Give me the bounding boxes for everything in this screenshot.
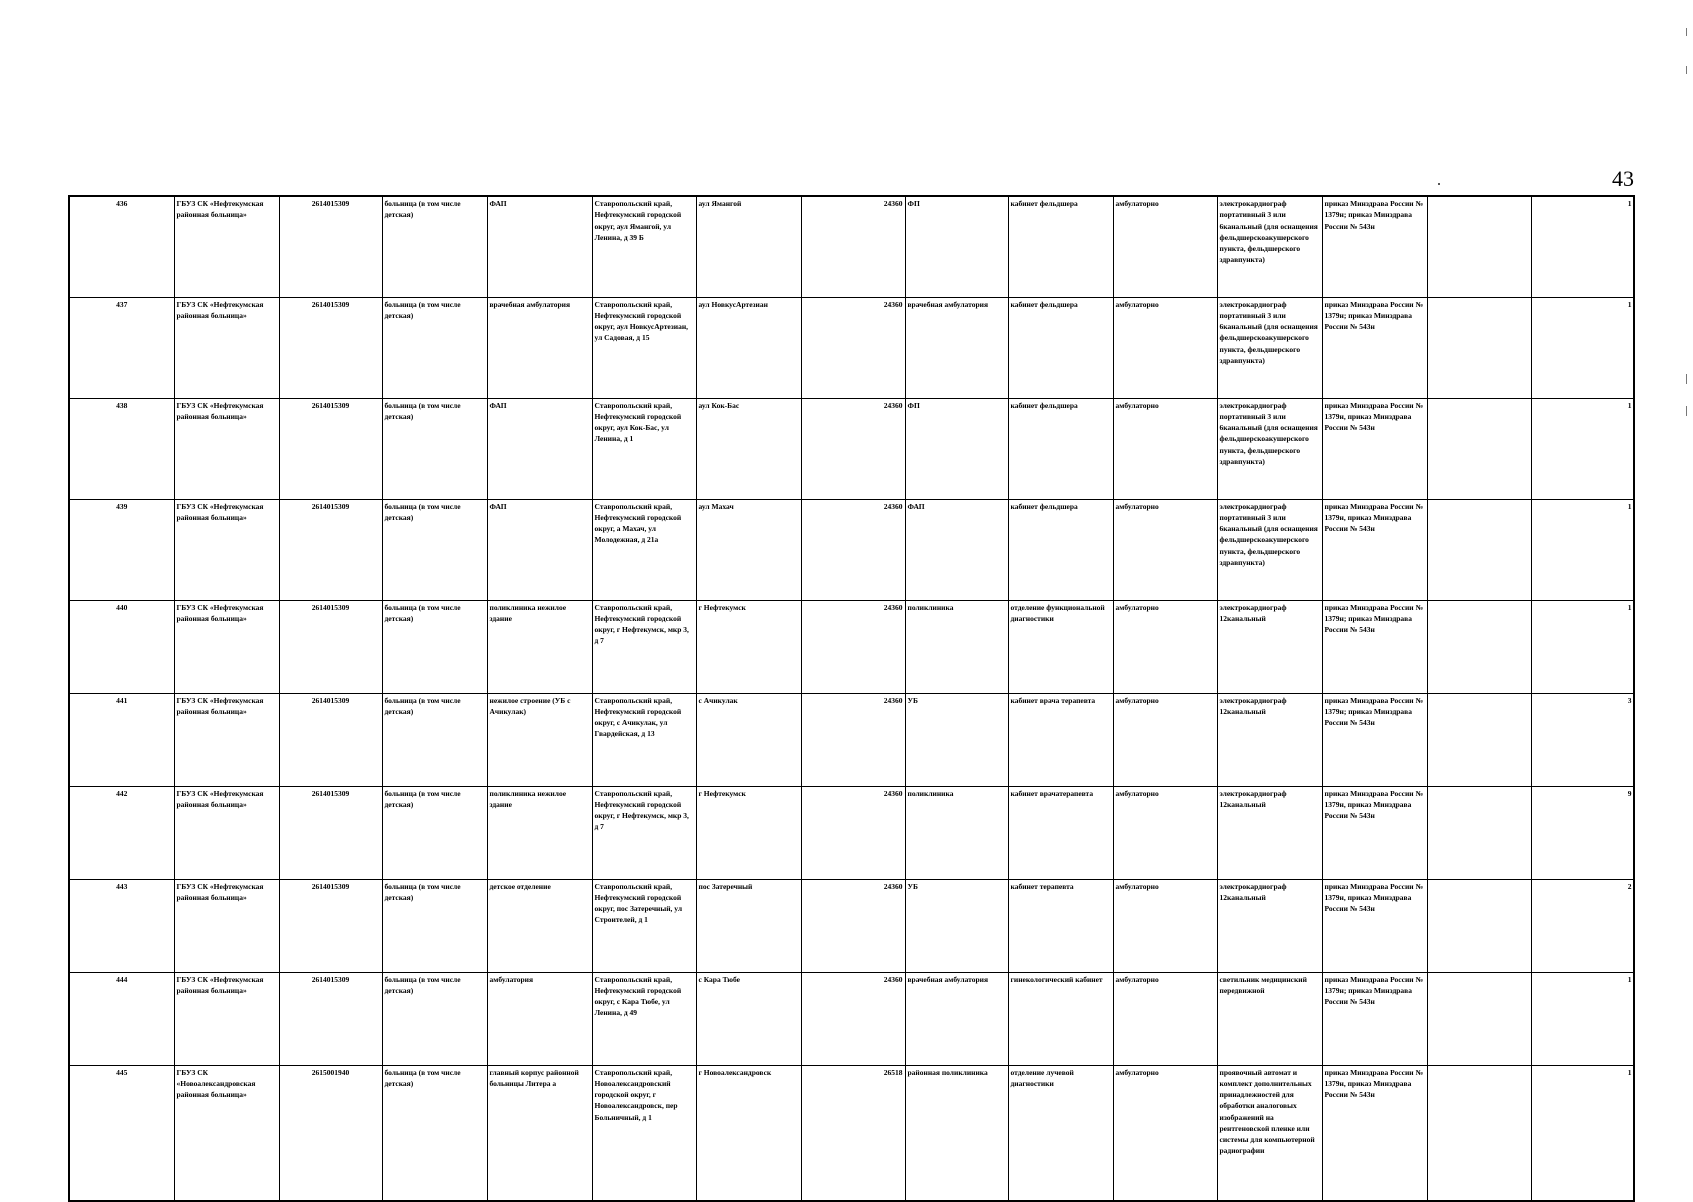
facility-type-cell: больница (в том числе детская) <box>382 972 487 1065</box>
row-number-cell: 443 <box>69 879 174 972</box>
locality-cell: с Кара Тюбе <box>696 972 801 1065</box>
scan-edge-mark <box>1686 28 1687 36</box>
locality-cell: аул Махач <box>696 499 801 600</box>
inn-code-cell: 2614015309 <box>279 879 382 972</box>
address-cell: Ставропольский край, Новоалександровский городской округ, г Новоалександровск, пер Больничный, д 1 <box>592 1065 696 1201</box>
equipment-name-cell: электрокардиограф портативный 3 или 6канальный (для оснащения фельдшерскоакушерского пункта, фельдшерского здравпункта) <box>1217 297 1322 398</box>
structural-unit-cell: главный корпус районной больницы Литера а <box>487 1065 592 1201</box>
division-cell: врачебная амбулатория <box>905 972 1008 1065</box>
quantity-cell: 1 <box>1531 297 1634 398</box>
region-code-cell: 24360 <box>801 398 905 499</box>
facility-type-cell: больница (в том числе детская) <box>382 879 487 972</box>
scan-edge-mark <box>1686 406 1687 416</box>
care-mode-cell: амбулаторно <box>1113 398 1217 499</box>
care-mode-cell: амбулаторно <box>1113 297 1217 398</box>
table-row <box>69 600 1634 693</box>
equipment-name-cell: проявочный автомат и комплект дополнительных принадлежностей для обработки аналоговых изображений на рентгеновской пленке или системы для компьютерной радиографии <box>1217 1065 1322 1201</box>
locality-cell: аул Кок-Бас <box>696 398 801 499</box>
address-cell: Ставропольский край, Нефтекумский городской округ, а Махач, ул Молодежная, д 21а <box>592 499 696 600</box>
organization-name-cell: ГБУЗ СК «Нефтекумская районная больница» <box>174 693 279 786</box>
organization-name-cell: ГБУЗ СК «Нефтекумская районная больница» <box>174 972 279 1065</box>
inn-code-cell: 2614015309 <box>279 297 382 398</box>
room-name-cell: гинекологический кабинет <box>1008 972 1113 1065</box>
regulation-order-cell: приказ Минздрава России № 1379н, приказ Минздрава России № 543н <box>1322 1065 1427 1201</box>
organization-name-cell: ГБУЗ СК «Нефтекумская районная больница» <box>174 786 279 879</box>
scan-mark <box>1438 183 1440 185</box>
row-number-cell: 441 <box>69 693 174 786</box>
empty-cell-cell <box>1427 786 1531 879</box>
address-cell: Ставропольский край, Нефтекумский городской округ, с Кара Тюбе, ул Ленина, д 49 <box>592 972 696 1065</box>
table-row <box>69 879 1634 972</box>
region-code-cell: 26518 <box>801 1065 905 1201</box>
row-number-cell: 445 <box>69 1065 174 1201</box>
regulation-order-cell: приказ Минздрава России № 1379н, приказ Минздрава России № 543н <box>1322 499 1427 600</box>
division-cell: ФП <box>905 398 1008 499</box>
organization-name-cell: ГБУЗ СК «Нефтекумская районная больница» <box>174 297 279 398</box>
scan-edge-mark <box>1686 374 1687 384</box>
division-cell: ФП <box>905 196 1008 297</box>
page-number: 43 <box>1612 166 1634 191</box>
empty-cell-cell <box>1427 196 1531 297</box>
structural-unit-cell: поликлиника нежилое здание <box>487 600 592 693</box>
division-cell: ФАП <box>905 499 1008 600</box>
equipment-name-cell: светильник медицинский передвижной <box>1217 972 1322 1065</box>
address-cell: Ставропольский край, Нефтекумский городской округ, г Нефтекумск, мкр 3, д 7 <box>592 600 696 693</box>
structural-unit-cell: поликлиника нежилое здание <box>487 786 592 879</box>
facility-type-cell: больница (в том числе детская) <box>382 693 487 786</box>
regulation-order-cell: приказ Минздрава России № 1379н; приказ Минздрава России № 543н <box>1322 693 1427 786</box>
structural-unit-cell: ФАП <box>487 499 592 600</box>
division-cell: поликлиника <box>905 600 1008 693</box>
room-name-cell: отделение лучевой диагностики <box>1008 1065 1113 1201</box>
room-name-cell: кабинет фельдшера <box>1008 196 1113 297</box>
quantity-cell: 1 <box>1531 398 1634 499</box>
quantity-cell: 2 <box>1531 879 1634 972</box>
locality-cell: г Новоалександровск <box>696 1065 801 1201</box>
locality-cell: г Нефтекумск <box>696 600 801 693</box>
row-number-cell: 437 <box>69 297 174 398</box>
equipment-name-cell: электрокардиограф 12канальный <box>1217 786 1322 879</box>
table-row <box>69 297 1634 398</box>
scan-edge-mark <box>1686 66 1687 74</box>
row-number-cell: 442 <box>69 786 174 879</box>
equipment-name-cell: электрокардиограф портативный 3 или 6канальный (для оснащения фельдшерскоакушерского пункта, фельдшерского здравпункта) <box>1217 398 1322 499</box>
table-row <box>69 196 1634 297</box>
quantity-cell: 9 <box>1531 786 1634 879</box>
quantity-cell: 1 <box>1531 1065 1634 1201</box>
care-mode-cell: амбулаторно <box>1113 786 1217 879</box>
locality-cell: г Нефтекумск <box>696 786 801 879</box>
table-row <box>69 1065 1634 1201</box>
division-cell: районная поликлиника <box>905 1065 1008 1201</box>
equipment-name-cell: электрокардиограф 12канальный <box>1217 693 1322 786</box>
table-row <box>69 693 1634 786</box>
region-code-cell: 24360 <box>801 600 905 693</box>
care-mode-cell: амбулаторно <box>1113 693 1217 786</box>
care-mode-cell: амбулаторно <box>1113 499 1217 600</box>
facility-type-cell: больница (в том числе детская) <box>382 297 487 398</box>
equipment-register-table <box>68 195 1635 1202</box>
division-cell: УБ <box>905 693 1008 786</box>
inn-code-cell: 2614015309 <box>279 600 382 693</box>
inn-code-cell: 2614015309 <box>279 499 382 600</box>
inn-code-cell: 2614015309 <box>279 398 382 499</box>
quantity-cell: 1 <box>1531 196 1634 297</box>
address-cell: Ставропольский край, Нефтекумский городской округ, аул НовкусАртезиан, ул Садовая, д 15 <box>592 297 696 398</box>
row-number-cell: 436 <box>69 196 174 297</box>
organization-name-cell: ГБУЗ СК «Нефтекумская районная больница» <box>174 398 279 499</box>
equipment-name-cell: электрокардиограф портативный 3 или 6канальный (для оснащения фельдшерскоакушерского пункта, фельдшерского здравпункта) <box>1217 499 1322 600</box>
structural-unit-cell: ФАП <box>487 196 592 297</box>
locality-cell: аул НовкусАртезиан <box>696 297 801 398</box>
regulation-order-cell: приказ Минздрава России № 1379н, приказ Минздрава России № 543н <box>1322 786 1427 879</box>
organization-name-cell: ГБУЗ СК «Нефтекумская районная больница» <box>174 600 279 693</box>
room-name-cell: кабинет терапевта <box>1008 879 1113 972</box>
regulation-order-cell: приказ Минздрава России № 1379н; приказ Минздрава России № 543н <box>1322 600 1427 693</box>
locality-cell: с Ачикулак <box>696 693 801 786</box>
room-name-cell: кабинет врача терапевта <box>1008 693 1113 786</box>
empty-cell-cell <box>1427 879 1531 972</box>
care-mode-cell: амбулаторно <box>1113 196 1217 297</box>
division-cell: УБ <box>905 879 1008 972</box>
facility-type-cell: больница (в том числе детская) <box>382 196 487 297</box>
quantity-cell: 1 <box>1531 499 1634 600</box>
facility-type-cell: больница (в том числе детская) <box>382 600 487 693</box>
structural-unit-cell: ФАП <box>487 398 592 499</box>
region-code-cell: 24360 <box>801 499 905 600</box>
facility-type-cell: больница (в том числе детская) <box>382 1065 487 1201</box>
quantity-cell: 1 <box>1531 972 1634 1065</box>
table-row <box>69 786 1634 879</box>
address-cell: Ставропольский край, Нефтекумский городской округ, г Нефтекумск, мкр 3, д 7 <box>592 786 696 879</box>
quantity-cell: 1 <box>1531 600 1634 693</box>
room-name-cell: кабинет фельдшера <box>1008 297 1113 398</box>
regulation-order-cell: приказ Минздрава России № 1379н; приказ Минздрава России № 543н <box>1322 297 1427 398</box>
empty-cell-cell <box>1427 398 1531 499</box>
row-number-cell: 444 <box>69 972 174 1065</box>
empty-cell-cell <box>1427 600 1531 693</box>
empty-cell-cell <box>1427 499 1531 600</box>
region-code-cell: 24360 <box>801 786 905 879</box>
regulation-order-cell: приказ Минздрава России № 1379н; приказ Минздрава России № 543н <box>1322 972 1427 1065</box>
facility-type-cell: больница (в том числе детская) <box>382 499 487 600</box>
organization-name-cell: ГБУЗ СК «Нефтекумская районная больница» <box>174 196 279 297</box>
inn-code-cell: 2614015309 <box>279 972 382 1065</box>
quantity-cell: 3 <box>1531 693 1634 786</box>
address-cell: Ставропольский край, Нефтекумский городской округ, аул Кок-Бас, ул Ленина, д 1 <box>592 398 696 499</box>
row-number-cell: 438 <box>69 398 174 499</box>
empty-cell-cell <box>1427 1065 1531 1201</box>
organization-name-cell: ГБУЗ СК «Нефтекумская районная больница» <box>174 499 279 600</box>
address-cell: Ставропольский край, Нефтекумский городской округ, аул Ямангой, ул Ленина, д 39 Б <box>592 196 696 297</box>
organization-name-cell: ГБУЗ СК «Нефтекумская районная больница» <box>174 879 279 972</box>
regulation-order-cell: приказ Минздрава России № 1379н, приказ Минздрава России № 543н <box>1322 398 1427 499</box>
care-mode-cell: амбулаторно <box>1113 879 1217 972</box>
region-code-cell: 24360 <box>801 972 905 1065</box>
care-mode-cell: амбулаторно <box>1113 600 1217 693</box>
region-code-cell: 24360 <box>801 196 905 297</box>
region-code-cell: 24360 <box>801 879 905 972</box>
empty-cell-cell <box>1427 297 1531 398</box>
structural-unit-cell: врачебная амбулатория <box>487 297 592 398</box>
care-mode-cell: амбулаторно <box>1113 972 1217 1065</box>
region-code-cell: 24360 <box>801 693 905 786</box>
inn-code-cell: 2615001940 <box>279 1065 382 1201</box>
locality-cell: пос Затеречный <box>696 879 801 972</box>
structural-unit-cell: нежилое строение (УБ с Ачикулак) <box>487 693 592 786</box>
regulation-order-cell: приказ Минздрава России № 1379н; приказ Минздрава России № 543н <box>1322 196 1427 297</box>
equipment-name-cell: электрокардиограф 12канальный <box>1217 879 1322 972</box>
room-name-cell: кабинет фельдшера <box>1008 499 1113 600</box>
division-cell: врачебная амбулатория <box>905 297 1008 398</box>
room-name-cell: кабинет фельдшера <box>1008 398 1113 499</box>
row-number-cell: 440 <box>69 600 174 693</box>
equipment-name-cell: электрокардиограф портативный 3 или 6канальный (для оснащения фельдшерскоакушерского пункта, фельдшерского здравпункта) <box>1217 196 1322 297</box>
organization-name-cell: ГБУЗ СК «Новоалександровская районная больница» <box>174 1065 279 1201</box>
room-name-cell: отделение функциональной диагностики <box>1008 600 1113 693</box>
table-row <box>69 398 1634 499</box>
locality-cell: аул Ямангой <box>696 196 801 297</box>
inn-code-cell: 2614015309 <box>279 693 382 786</box>
facility-type-cell: больница (в том числе детская) <box>382 398 487 499</box>
table-row <box>69 972 1634 1065</box>
region-code-cell: 24360 <box>801 297 905 398</box>
address-cell: Ставропольский край, Нефтекумский городской округ, с Ачикулак, ул Гвардейская, д 13 <box>592 693 696 786</box>
facility-type-cell: больница (в том числе детская) <box>382 786 487 879</box>
inn-code-cell: 2614015309 <box>279 786 382 879</box>
structural-unit-cell: амбулатория <box>487 972 592 1065</box>
equipment-name-cell: электрокардиограф 12канальный <box>1217 600 1322 693</box>
regulation-order-cell: приказ Минздрава России № 1379н, приказ Минздрава России № 543н <box>1322 879 1427 972</box>
empty-cell-cell <box>1427 693 1531 786</box>
empty-cell-cell <box>1427 972 1531 1065</box>
inn-code-cell: 2614015309 <box>279 196 382 297</box>
table-row <box>69 499 1634 600</box>
address-cell: Ставропольский край, Нефтекумский городской округ, пос Затеречный, ул Строителей, д 1 <box>592 879 696 972</box>
division-cell: поликлиника <box>905 786 1008 879</box>
row-number-cell: 439 <box>69 499 174 600</box>
structural-unit-cell: детское отделение <box>487 879 592 972</box>
care-mode-cell: амбулаторно <box>1113 1065 1217 1201</box>
room-name-cell: кабинет врачатерапевта <box>1008 786 1113 879</box>
